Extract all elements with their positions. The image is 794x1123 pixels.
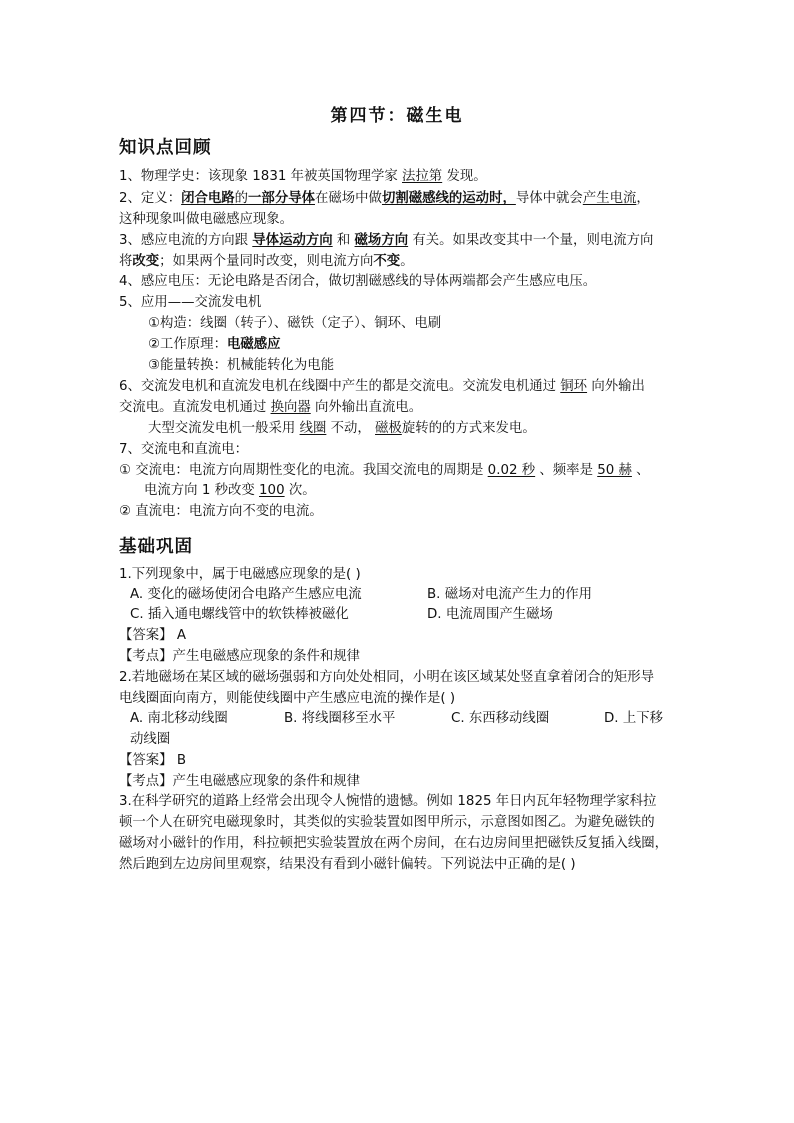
point-4: 4、感应电压：无论电路是否闭合，做切割磁感线的导体两端都会产生感应电压。	[119, 274, 597, 289]
point-2-text-2: 导体中就会	[515, 191, 583, 206]
q1-option-a: A. 变化的磁场使闭合电路产生感应电流	[130, 587, 362, 602]
point-6-text: 6、交流发电机和直流发电机在线圈中产生的都是交流电。交流发电机通过	[119, 379, 561, 394]
point-7: 7、交流电和直流电：	[119, 442, 249, 457]
answer-motion-direction: 导体运动方向	[252, 233, 333, 248]
point-2-text: 在磁场中做	[315, 191, 382, 206]
answer-induction: 电磁感应	[226, 337, 281, 352]
answer-produce-current: 产生电流	[582, 191, 637, 206]
answer-change: 改变	[132, 254, 160, 269]
q2-knowledge-point: 【考点】产生电磁感应现象的条件和规律	[119, 774, 361, 789]
point-7-ac-mid: 、频率是	[535, 463, 598, 478]
point-3-and: 和	[332, 233, 355, 248]
question-3-line-3: 磁场对小磁针的作用，科拉顿把实验装置放在两个房间，在右边房间里把磁铁反复插入线圈，	[119, 836, 669, 851]
point-3	[119, 232, 653, 250]
point-2	[119, 190, 650, 208]
point-7-ac-text: ① 交流电：电流方向周期性变化的电流。我国交流电的周期是	[119, 463, 488, 478]
question-3-line-4: 然后跑到左边房间里观察，结果没有看到小磁针偏转。下列说法中正确的是( )	[119, 857, 576, 872]
q1-option-c: C. 插入通电螺线管中的软铁棒被磁化	[130, 607, 349, 622]
point-3-cont-end: 。	[400, 254, 414, 269]
point-1	[119, 168, 487, 186]
point-6-large-mid: 不动，	[326, 421, 376, 436]
point-3-cont-text: 将	[119, 254, 133, 269]
q2-option-c: C. 东西移动线圈	[451, 711, 550, 726]
answer-part-conductor: 一部分导体	[248, 191, 315, 206]
point-2-comma: ，	[636, 191, 650, 206]
section-heading-basics: 基础巩固	[119, 537, 193, 557]
section-heading-review: 知识点回顾	[119, 138, 212, 158]
point-5-structure: ①构造：线圈（转子）、磁铁（定子）、铜环、电刷	[148, 316, 442, 331]
q1-knowledge-point: 【考点】产生电磁感应现象的条件和规律	[119, 649, 361, 664]
point-7-ac-cont	[144, 482, 316, 500]
answer-commutator: 换向器	[270, 400, 311, 415]
page-title: 第四节：磁生电	[330, 106, 464, 126]
q2-option-d-cont: 动线圈	[130, 732, 171, 747]
point-3-text: 3、感应电流的方向跟	[119, 233, 253, 248]
q2-option-d: D. 上下移	[604, 711, 663, 726]
answer-copper-ring: 铜环	[560, 379, 588, 394]
answer-field-direction: 磁场方向	[354, 233, 409, 248]
question-3: 3.在科学研究的道路上经常会出现令人惋惜的遗憾。例如 1825 年日内瓦年轻物理学家科拉	[119, 794, 657, 809]
point-3-cont	[119, 253, 414, 271]
point-2-label: 2、定义：	[119, 191, 182, 206]
point-6-cont	[119, 399, 422, 417]
point-6-cont-text: 交流电。直流发电机通过	[119, 400, 271, 415]
point-2-connector: 的	[234, 191, 249, 206]
point-7-dc: ② 直流电：电流方向不变的电流。	[119, 504, 323, 519]
point-3-text-2: 有关。如果改变其中一个量，则电流方向	[408, 233, 654, 248]
answer-100: 100	[259, 483, 285, 498]
question-3-line-2: 顿一个人在研究电磁现象时，其类似的实验装置如图甲所示，示意图如图乙。为避免磁铁的	[119, 815, 655, 830]
point-7-ac-cont-end: 次。	[284, 483, 316, 498]
answer-frequency: 50 赫	[597, 463, 632, 478]
point-6	[119, 378, 645, 396]
point-5-principle-label: ②工作原理：	[148, 337, 227, 352]
point-1-end: 发现。	[442, 169, 487, 184]
answer-magnetic-pole: 磁极	[375, 421, 402, 436]
answer-period: 0.02 秒	[487, 463, 536, 478]
point-7-ac-end: 、	[631, 463, 650, 478]
point-3-cont-mid: ；如果两个量同时改变，则电流方向	[159, 254, 374, 269]
question-1: 1.下列现象中，属于电磁感应现象的是( )	[119, 567, 361, 582]
point-5-principle	[148, 336, 281, 354]
answer-coil: 线圈	[299, 421, 327, 436]
point-6-cont-end: 向外输出直流电。	[310, 400, 423, 415]
point-6-large-end: 旋转的的方式来发电。	[401, 421, 536, 436]
question-2: 2.若地磁场在某区域的磁场强弱和方向处处相同，小明在该区域某处竖直拿着闭合的矩形导	[119, 670, 655, 685]
point-6-large	[148, 420, 536, 438]
point-6-large-text: 大型交流发电机一般采用	[148, 421, 300, 436]
point-6-end: 向外输出	[587, 379, 645, 394]
answer-cutting-motion: 切割磁感线的运动时，	[381, 191, 516, 206]
q2-option-a: A. 南北移动线圈	[130, 711, 228, 726]
q2-option-b: B. 将线圈移至水平	[284, 711, 396, 726]
answer-faraday: 法拉第	[402, 169, 443, 184]
answer-unchanged: 不变	[373, 254, 401, 269]
point-1-text: 1、物理学史：该现象 1831 年被英国物理学家	[119, 169, 403, 184]
point-7-ac	[119, 462, 650, 480]
answer-closed-circuit: 闭合电路	[181, 191, 235, 206]
q1-option-d: D. 电流周围产生磁场	[427, 607, 553, 622]
point-5-energy: ③能量转换：机械能转化为电能	[148, 358, 335, 373]
q2-answer: 【答案】 B	[119, 753, 187, 768]
point-2-cont: 这种现象叫做电磁感应现象。	[119, 212, 294, 227]
q1-option-b: B. 磁场对电流产生力的作用	[427, 587, 592, 602]
question-2-cont: 电线圈面向南方，则能使线圈中产生感应电流的操作是( )	[119, 691, 456, 706]
point-7-ac-cont-text: 电流方向 1 秒改变	[144, 483, 260, 498]
point-5: 5、应用——交流发电机	[119, 295, 262, 310]
q1-answer: 【答案】 A	[119, 628, 186, 643]
